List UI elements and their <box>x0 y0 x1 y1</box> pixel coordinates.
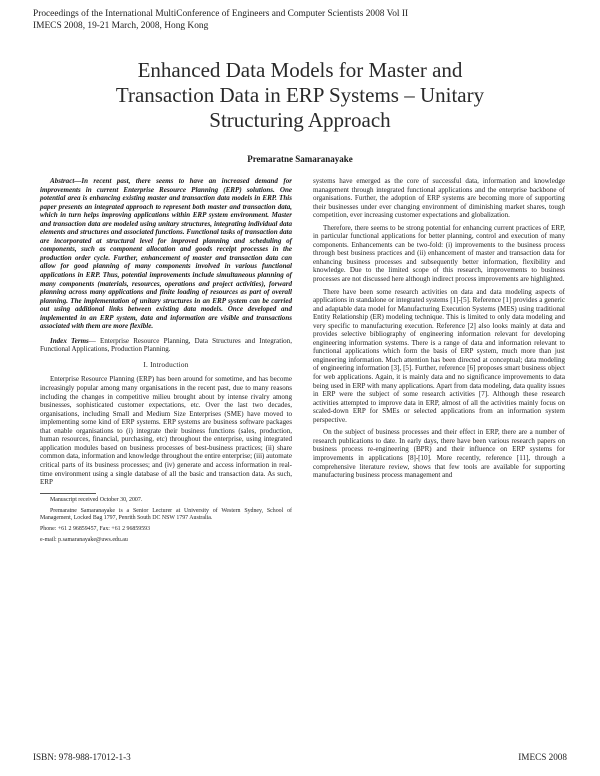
header-line-1: Proceedings of the International MultiConference of Engineers and Computer Scientists 2008 Vol II <box>33 9 409 19</box>
intro-paragraph-1: Enterprise Resource Planning (ERP) has been around for sometime, and has become increasingly popular among many organisations in the recent past, due to many reasons including the changes in competitive milieu brought about by intense rivalry among businesses, sophisticated customer expectations, etc. Over the last two decades, organisations, including Small and Medium Size Enterprises (SME) have moved to implementing some kind of ERP systems. ERP systems are business software packages that enable organisations to (i) integrate their business functions (sales, production, human resources, financial, purchasing, etc) throughout the enterprise, using integrated application modules based on business processes of best-business practices; (ii) share common data, information and knowledge throughout the entire enterprise; (iii) automate critical parts of its business processes; and (iv) generate and access information in real-time environment using a single database of all the basic and transaction data. As such, ERP <box>40 375 292 487</box>
title-line-3: Structuring Approach <box>209 108 391 132</box>
right-paragraph-2: Therefore, there seems to be strong potential for enhancing current practices of ERP, in particular functional applications for better planning, control and execution of many components. Enhancements can be two-fold: (i) improvements to the business process through best business practices and (ii) enhancement of master and transaction data for enhancing business processes and subsequently better information, flexibility and knowledge. Due to the limited scope of this research, improvements to business processes are not discussed here although indirect process improvements are highlighted. <box>313 223 565 284</box>
footnote-manuscript: Manuscript received October 30, 2007. <box>50 496 143 503</box>
index-terms-lead: Index Terms <box>50 336 89 345</box>
paper-title <box>30 58 570 133</box>
header-line-2: IMECS 2008, 19-21 March, 2008, Hong Kong <box>33 21 209 31</box>
proceedings-header <box>33 8 573 32</box>
footnote-email: e-mail: p.samaranayake@uws.edu.au <box>40 536 128 543</box>
page-footer <box>33 752 567 762</box>
footnote-divider <box>40 493 96 494</box>
right-column <box>313 177 565 484</box>
title-line-1: Enhanced Data Models for Master and <box>137 58 463 82</box>
left-column <box>40 177 292 548</box>
right-paragraph-4: On the subject of business processes and their effect in ERP, there are a number of research publications to date. In early days, there have been various research papers on business process re-engineering (BPR) and their influence on ERP systems for improvements in applications [8]-[10]. More recently, reference [11], through a comprehensive literature review, shows that few tools are available for supporting manufacturing business process management and <box>313 428 565 480</box>
abstract <box>40 177 292 331</box>
section-heading-introduction: I. Introduction <box>143 359 189 369</box>
footnote-bio: Premaratne Samaranayake is a Senior Lecturer at University of Western Sydney, School of Management, Locked Bag 1797, Penrith South DC NSW 1797 Australia. <box>40 507 292 521</box>
abstract-text: —In recent past, there seems to have an increased demand for improvements in current Enterprise Resource Planning (ERP) solutions. One potential area is enhancing existing master and transaction data models in ERP. This paper presents an integrated approach to represent both master and transaction data, which in turn helps improving applications within ERP system environment. Master and transaction data are modeled using unitary structures, integrating individual data elements and structures and associated functions. Functional tasks of transaction data are incorporated at structural level for improved planning and scheduling of components, such as component allocation and goods receipt processes in the production order cycle. Further, enhancement of master and transaction data can allow for good planning of many components involved in various functional applications in ERP. Thus, potential improvements include simultaneous planning of many components (materials, resources, operations and project activities), forward planning across many applications and finite loading of resources as part of overall planning. The implementation of unitary structures in an ERP system can be carried out using additional links between existing data models. Once developed and implemented in an ERP system, data and information are visible and transactions associated with them are more flexible. <box>40 177 292 331</box>
index-terms <box>40 337 292 354</box>
footer-isbn: ISBN: 978-988-17012-1-3 <box>33 752 131 762</box>
author-name: Premaratne Samaranayake <box>247 154 353 164</box>
index-terms-text: — Enterprise Resource Planning, Data Structures and Integration, Functional Applications, Production Planning. <box>40 336 292 354</box>
right-paragraph-1: systems have emerged as the core of successful data, information and knowledge management through integrated functional applications and the enterprise backbone of organisations. Further, the adoption of ERP systems are becoming more of supporting their businesses under ever changing environment of diminishing market shares, tough competition, ever increasing customer expectations and globalization. <box>313 177 565 220</box>
footnote-phone: Phone: +61 2 96859457, Fax: +61 2 96859593 <box>40 525 151 532</box>
title-line-2: Transaction Data in ERP Systems – Unitary <box>115 83 485 107</box>
right-paragraph-3: There have been some research activities on data and data modeling aspects of applications in standalone or integrated systems [1]-[5]. Reference [1] provides a generic and adaptable data model for Manufacturing Execution Systems (MES) using traditional Entity Relationship (ER) modeling technique. This is limited to only data modeling and very specific to manufacturing execution. Reference [2] also looks mainly at data and provides selective bibliography of engineering information relevant for developing engineering information systems. There is a range of data and information relevant to functional applications which form the basis of ERP system, much more than just engineering information. Much attention has been directed at conceptual; data modeling of engineering information [3], [5]. Further, reference [6] proposes smart business object for web applications. Again, it is mainly data and no significance improvements to data being used in ERP with many applications. Apart from data modeling, data quality issues in ERP were the subject of some research activities [7]. Although these research activities attempted to improve data in ERP, almost of all the activities mainly focus on scaled-down ERP for SMEs or selected applications from an information system perspective. <box>313 287 565 424</box>
footer-conference: IMECS 2008 <box>518 752 567 762</box>
abstract-lead: Abstract <box>50 177 75 185</box>
